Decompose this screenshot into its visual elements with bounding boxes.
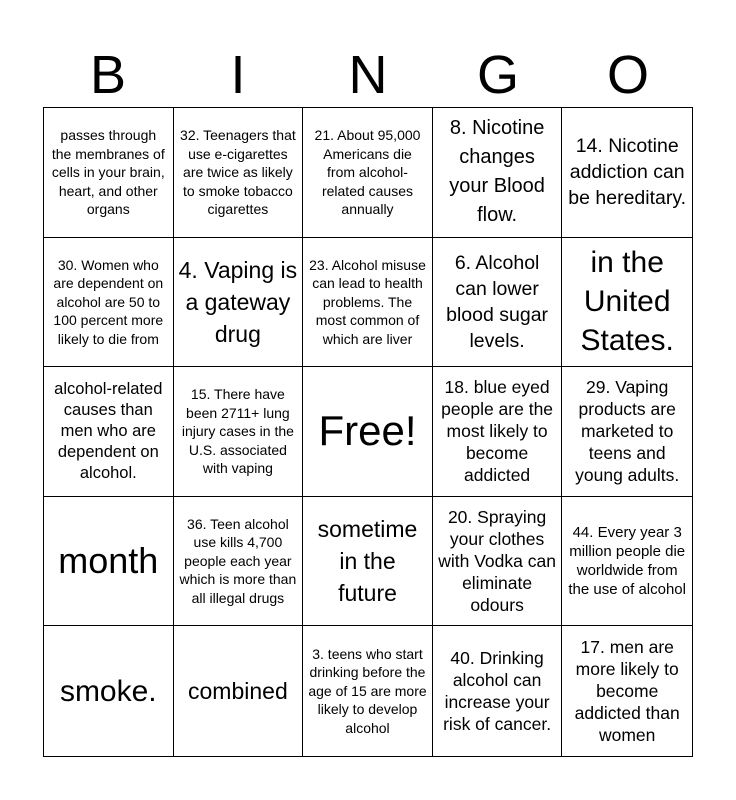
bingo-cell-1-4: 8. Nicotine changes your Blood flow. — [433, 108, 563, 238]
bingo-cell-3-5: 29. Vaping products are marketed to teens and young adults. — [562, 367, 692, 497]
header-letter-n: N — [348, 45, 388, 105]
header-letter-o: O — [606, 45, 649, 105]
bingo-cell-5-4: 40. Drinking alcohol can increase your risk of cancer. — [433, 626, 563, 756]
header-letter-g: G — [476, 45, 519, 105]
bingo-cell-3-2: 15. There have been 2711+ lung injury cases in the U.S. associated with vaping — [174, 367, 304, 497]
bingo-cell-5-5: 17. men are more likely to become addicted than women — [574, 637, 680, 746]
bingo-grid — [43, 107, 693, 757]
header-letter-b: B — [89, 45, 127, 105]
bingo-header — [43, 44, 693, 106]
bingo-cell-4-2: 36. Teen alcohol use kills 4,700 people each year which is more than all illegal drugs — [174, 497, 304, 627]
bingo-cell-4-3: sometime in the future — [303, 497, 433, 627]
bingo-cell-5-3: 3. teens who start drinking before the age of 15 are more likely to develop alcohol — [303, 626, 433, 756]
bingo-cell-2-5: in the United States. — [562, 238, 692, 368]
bingo-cell-3-1: alcohol-related causes than men who are dependent on alcohol. — [44, 367, 174, 497]
bingo-cell-4-5: 44. Every year 3 million people die worldwide from the use of alcohol — [562, 497, 692, 627]
bingo-cell-1-5: 14. Nicotine addiction can be hereditary. — [562, 108, 692, 238]
bingo-cell-5-2: combined — [174, 626, 304, 756]
header-letter-i: I — [230, 45, 246, 105]
bingo-cell-4-1: month — [44, 497, 174, 627]
bingo-cell-2-2: 4. Vaping is a gateway drug — [174, 238, 304, 368]
bingo-cell-2-1: 30. Women who are dependent on alcohol are 50 to 100 percent more likely to die from — [44, 238, 174, 368]
bingo-cell-2-3: 23. Alcohol misuse can lead to health problems. The most common of which are liver — [303, 238, 433, 368]
bingo-cell-3-4: 18. blue eyed people are the most likely to become addicted — [433, 367, 563, 497]
bingo-cell-2-4: 6. Alcohol can lower blood sugar levels. — [433, 238, 563, 368]
bingo-cell-4-4: 20. Spraying your clothes with Vodka can eliminate odours — [433, 497, 563, 627]
bingo-cell-1-1: passes through the membranes of cells in your brain, heart, and other organs — [44, 108, 174, 238]
bingo-cell-free: Free! — [303, 367, 433, 497]
bingo-cell-1-3: 21. About 95,000 Americans die from alcohol-related causes annually — [303, 108, 433, 238]
bingo-cell-1-2: 32. Teenagers that use e-cigarettes are twice as likely to smoke tobacco cigarettes — [174, 108, 304, 238]
bingo-cell-5-1: smoke. — [44, 626, 174, 756]
